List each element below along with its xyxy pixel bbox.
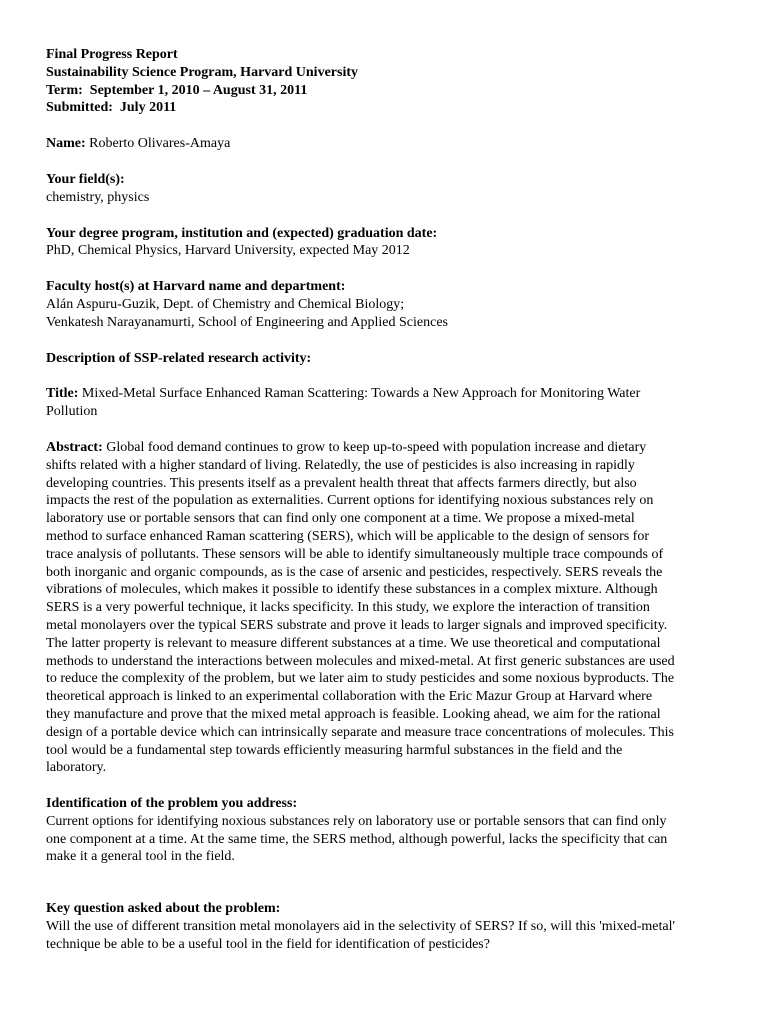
fields-section [46,171,736,207]
degree-label: Your degree program, institution and (expected) graduation date: [46,225,438,241]
report-title: Final Progress Report [46,47,178,62]
abstract-line: shifts related with a higher standard of living. Relatedly, the use of pesticides is also increasing in rapidly [46,457,635,473]
degree-value: PhD, Chemical Physics, Harvard University, expected May 2012 [46,243,410,259]
faculty-section [46,278,736,331]
description-label: Description of SSP-related research activity: [46,350,312,366]
problem-line: one component at a time. At the same time, the SERS method, although powerful, lacks the specificity that can [46,831,668,847]
fields-label: Your field(s): [46,171,125,187]
abstract-line: laboratory use or portable sensors that can find only one component at a time. We propose a mixed-metal [46,511,635,527]
abstract-line: they manufacture and prove that the mixed metal approach is feasible. Looking ahead, we aim for the rational [46,706,661,722]
key-question-label: Key question asked about the problem: [46,901,281,917]
abstract-line: impacts the rest of the population as externalities. Current options for identifying noxious substances rely on [46,493,654,509]
problem-line: make it a general tool in the field. [46,849,235,865]
abstract-line: SERS is a very powerful technique, it lacks specificity. In this study, we explore the interaction of transition [46,600,650,616]
abstract-line: design of a portable device which can intrinsically separate and measure trace concentrations of molecules. This [46,724,674,740]
term-dates: Term: September 1, 2010 – August 31, 2011 [46,82,308,98]
degree-section [46,225,736,261]
problem-label: Identification of the problem you address: [46,796,298,812]
abstract-label: Abstract: [46,439,103,455]
key-question-line: Will the use of different transition metal monolayers aid in the selectivity of SERS? If so, will this 'mixed-metal' [46,919,676,935]
abstract-line: laboratory. [46,760,107,776]
abstract-section [46,439,736,777]
abstract-line: vibrations of molecules, which makes it possible to identify these substances in a complex mixture. Although [46,582,658,598]
abstract-line: theoretical approach is linked to an experimental collaboration with the Eric Mazur Group at Harvard where [46,689,653,705]
title-text-1: Mixed-Metal Surface Enhanced Raman Scattering: Towards a New Approach for Monitoring Water [78,386,641,402]
key-question-section [46,900,736,953]
document-page [46,46,736,954]
title-section [46,385,736,421]
title-label: Title: [46,386,79,402]
fields-value: chemistry, physics [46,189,150,205]
abstract-line: tool would be a fundamental step towards efficiently measuring harmful substances in the field and the [46,742,623,758]
key-question-line: technique be able to be a useful tool in the field for identification of pesticides? [46,936,490,952]
report-header [46,46,736,117]
abstract-line: The latter property is relevant to measure different substances at a time. We use theoretical and computational [46,635,661,651]
abstract-line: developing countries. This presents itself as a prevalent health threat that affects farmers directly, but also [46,475,637,491]
abstract-line: methods to understand the interactions between molecules and mixed-metal. At first generic substances are used [46,653,675,669]
submitted-date: Submitted: July 2011 [46,100,177,116]
abstract-line: method to surface enhanced Raman scattering (SERS), which will be applicable to the design of sensors for [46,528,649,544]
abstract-line: both inorganic and organic compounds, as is the case of arsenic and pesticides, respectively. SERS reveals the [46,564,663,580]
abstract-line: Global food demand continues to grow to keep up-to-speed with population increase and dietary [102,439,647,455]
program-name: Sustainability Science Program, Harvard University [46,64,358,80]
name-label: Name: [46,136,86,152]
faculty-host-1: Alán Aspuru-Guzik, Dept. of Chemistry and Chemical Biology; [46,296,405,312]
abstract-line: metal monolayers over the typical SERS substrate and prove it leads to larger signals and improved specificity. [46,617,668,633]
problem-section [46,795,736,866]
name-section [46,135,736,153]
problem-line: Current options for identifying noxious substances rely on laboratory use or portable sensors that can find only [46,813,667,829]
abstract-line: to reduce the complexity of the problem, but we later aim to study pesticides and some noxious byproducts. The [46,671,675,687]
abstract-line: trace analysis of pollutants. These sensors will be able to identify simultaneously multiple trace compounds of [46,546,664,562]
faculty-host-2: Venkatesh Narayanamurti, School of Engineering and Applied Sciences [46,314,448,330]
name-value: Roberto Olivares-Amaya [85,136,231,152]
description-section [46,350,736,368]
title-text-2: Pollution [46,404,98,420]
faculty-label: Faculty host(s) at Harvard name and department: [46,279,346,295]
